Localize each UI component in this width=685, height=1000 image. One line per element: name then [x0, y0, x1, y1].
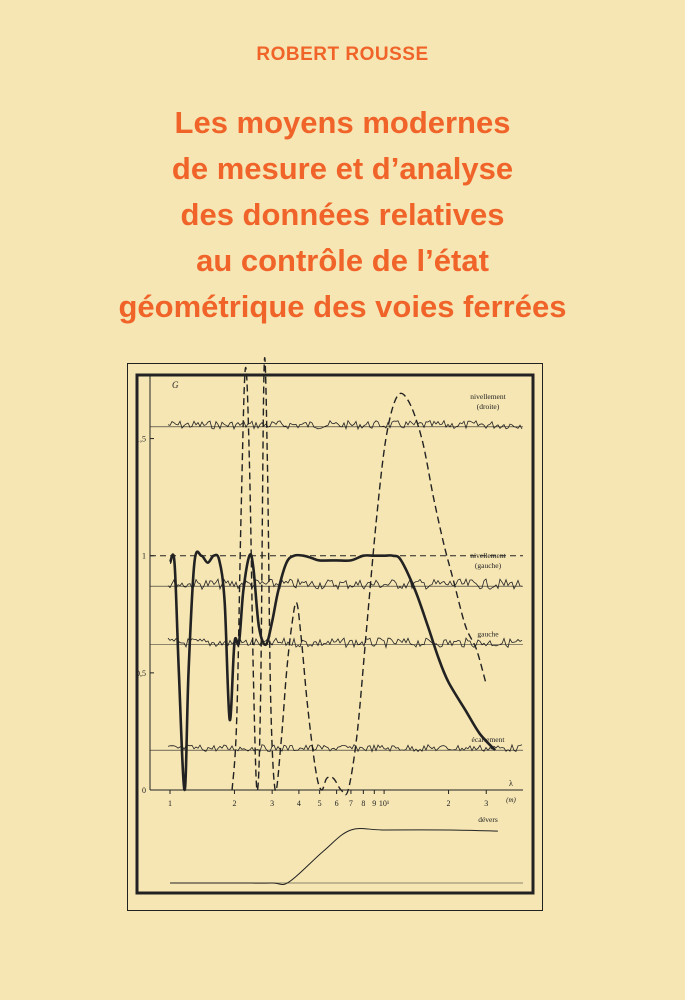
y-tick-label: 1,5 [136, 434, 146, 444]
title-line: au contrôle de l’état [196, 243, 489, 278]
x-tick-label: 1 [168, 799, 172, 808]
trace-label: nivellement [470, 391, 506, 401]
title-line: des données relatives [180, 197, 505, 232]
x-tick-label: 2 [232, 799, 237, 808]
x-axis-unit: (m) [506, 796, 516, 804]
x-tick-label: 2 [446, 799, 451, 808]
x-tick-label: 5 [317, 799, 322, 808]
series-line [170, 552, 495, 790]
trace-line [168, 638, 522, 647]
trace-label: gauche [477, 629, 499, 639]
devers-label: dévers [478, 815, 498, 824]
x-tick-label: 8 [361, 799, 366, 808]
trace-line [168, 745, 522, 752]
y-axis-label: G [172, 380, 179, 390]
x-tick-label: 6 [334, 799, 339, 808]
plot-inner-frame [137, 375, 533, 893]
trace-label: écartement [471, 735, 505, 745]
trace-label: (gauche) [474, 561, 502, 571]
x-tick-label: 10¹ [378, 799, 390, 808]
x-tick-label: 7 [348, 799, 353, 808]
y-tick-label: 1 [142, 551, 146, 561]
x-tick-label: 3 [484, 799, 489, 808]
author-name: ROBERT ROUSSE [256, 44, 429, 65]
y-tick-label: 0 [142, 786, 146, 795]
title-line: de mesure et d’analyse [171, 151, 514, 186]
title-line: géométrique des voies ferrées [118, 289, 567, 324]
trace-line [168, 421, 522, 429]
trace-line [168, 579, 522, 589]
x-tick-label: 3 [270, 799, 275, 808]
x-tick-label: 4 [296, 799, 301, 808]
y-tick-label: 0,5 [136, 668, 146, 678]
x-axis-label: λ [509, 779, 513, 788]
trace-label: nivellement [470, 551, 506, 561]
title-line: Les moyens modernes [174, 105, 511, 140]
x-tick-label: 9 [372, 799, 377, 808]
trace-label: (droite) [476, 401, 500, 411]
devers-line [170, 828, 498, 884]
series-line [232, 358, 486, 795]
